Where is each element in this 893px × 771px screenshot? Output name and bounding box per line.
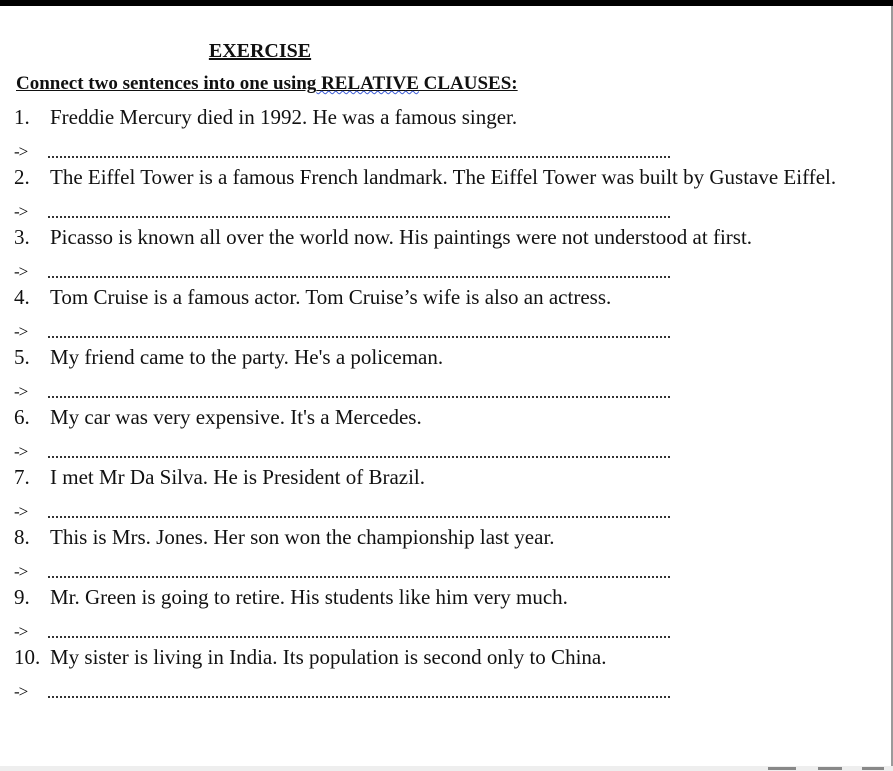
answer-line[interactable] [14,252,884,282]
exercise-item [14,162,884,222]
answer-line[interactable] [14,612,884,642]
answer-line[interactable] [14,492,884,522]
item-text: Picasso is known all over the world now. His paintings were not understood at first. [50,225,753,249]
item-number: 9. [14,585,30,609]
exercise-item [14,582,884,642]
answer-dots [48,265,670,278]
answer-line[interactable] [14,432,884,462]
item-text: I met Mr Da Silva. He is President of Brazil. [50,465,426,489]
answer-prompt: -> [14,262,28,281]
item-text: My friend came to the party. He's a policeman. [50,345,444,369]
item-number: 7. [14,465,30,489]
answer-line[interactable] [14,552,884,582]
item-text: Freddie Mercury died in 1992. He was a famous singer. [50,105,518,129]
answer-line[interactable] [14,192,884,222]
answer-dots [48,685,670,698]
answer-prompt: -> [14,202,28,221]
item-number: 3. [14,225,30,249]
instruction-prefix: Connect two sentences into one using [16,73,317,94]
answer-prompt: -> [14,142,28,161]
item-number: 6. [14,405,30,429]
answer-prompt: -> [14,562,28,581]
answer-prompt: -> [14,502,28,521]
exercise-item [14,102,884,162]
exercise-item [14,342,884,402]
item-text: Tom Cruise is a famous actor. Tom Cruise’s wife is also an actress. [50,285,612,309]
item-number: 4. [14,285,30,309]
answer-dots [48,565,670,578]
answer-dots [48,205,670,218]
answer-dots [48,505,670,518]
bottom-bar [0,766,893,771]
answer-line[interactable] [14,672,884,702]
exercise-item [14,222,884,282]
item-number: 5. [14,345,30,369]
bottom-bar-mark [818,767,842,770]
answer-dots [48,325,670,338]
item-number: 1. [14,105,30,129]
exercise-item [14,642,884,702]
answer-prompt: -> [14,442,28,461]
answer-line[interactable] [14,312,884,342]
exercise-item [14,522,884,582]
answer-prompt: -> [14,622,28,641]
answer-dots [48,385,670,398]
instruction-highlight: RELATIVE [316,73,419,94]
item-text: Mr. Green is going to retire. His students like him very much. [50,585,568,609]
item-number: 10. [14,645,41,669]
item-number: 8. [14,525,30,549]
item-text: The Eiffel Tower is a famous French landmark. The Eiffel Tower was built by Gustave Eiffel. [50,165,837,189]
answer-dots [48,625,670,638]
page-title: EXERCISE [208,40,312,62]
answer-prompt: -> [14,322,28,341]
item-text: My sister is living in India. Its population is second only to China. [50,645,607,669]
exercise-item [14,402,884,462]
bottom-bar-mark [862,767,884,770]
instruction [16,73,518,95]
answer-line[interactable] [14,372,884,402]
answer-prompt: -> [14,382,28,401]
item-text: This is Mrs. Jones. Her son won the championship last year. [50,525,555,549]
instruction-suffix: CLAUSES: [418,73,518,94]
exercise-item [14,282,884,342]
answer-prompt: -> [14,682,28,701]
exercise-item [14,462,884,522]
top-border [0,0,893,6]
exercise-list [14,102,884,702]
answer-line[interactable] [14,132,884,162]
item-text: My car was very expensive. It's a Mercedes. [50,405,422,429]
item-number: 2. [14,165,30,189]
answer-dots [48,145,670,158]
answer-dots [48,445,670,458]
bottom-bar-mark [768,767,796,770]
